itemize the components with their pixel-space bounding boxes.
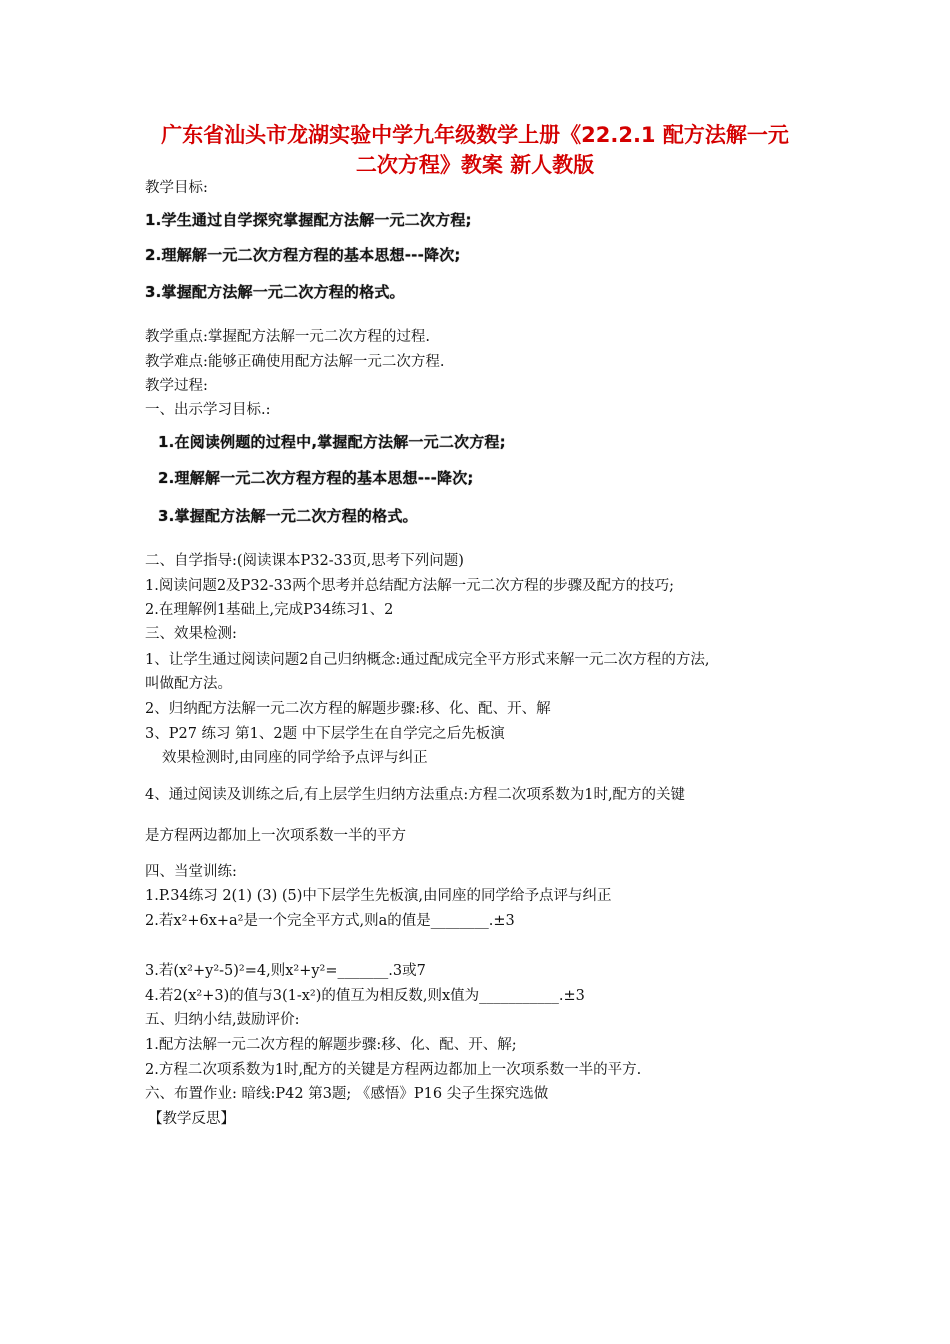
key-point: 教学重点:掌握配方法解一元二次方程的过程. bbox=[145, 329, 430, 345]
title-line-2: 二次方程》教案 新人教版 bbox=[355, 153, 595, 177]
section2-heading: 二、自学指导:(阅读课本P32-33页,思考下列问题) bbox=[145, 553, 464, 569]
section3-item-2: 2、归纳配方法解一元二次方程的解题步骤:移、化、配、开、解 bbox=[145, 701, 551, 717]
objective-1: 1.学生通过自学探究掌握配方法解一元二次方程; bbox=[145, 211, 472, 229]
section1-heading: 一、出示学习目标.: bbox=[145, 402, 271, 418]
goal-3: 3.掌握配方法解一元二次方程的格式。 bbox=[158, 507, 418, 525]
section3-item-3-note: 效果检测时,由同座的同学给予点评与纠正 bbox=[162, 750, 428, 766]
document-title bbox=[100, 120, 850, 180]
title-line-1: 广东省汕头市龙湖实验中学九年级数学上册《22.2.1 配方法解一元 bbox=[161, 123, 789, 147]
section3-item-1-line-2: 叫做配方法。 bbox=[145, 676, 232, 692]
process-heading: 教学过程: bbox=[145, 378, 208, 394]
section6-homework: 六、布置作业: 暗线:P42 第3题; 《感悟》P16 尖子生探究选做 bbox=[145, 1086, 549, 1102]
reflection-heading: 【教学反思】 bbox=[148, 1111, 235, 1127]
section3-item-3: 3、P27 练习 第1、2题 中下层学生在自学完之后先板演 bbox=[145, 726, 505, 742]
section5-item-2: 2.方程二次项系数为1时,配方的关键是方程两边都加上一次项系数一半的平方. bbox=[145, 1062, 642, 1078]
section3-item-4-line-1: 4、通过阅读及训练之后,有上层学生归纳方法重点:方程二次项系数为1时,配方的关键 bbox=[145, 787, 686, 803]
goal-2: 2.理解解一元二次方程方程的基本思想---降次; bbox=[158, 469, 474, 487]
section5-item-1: 1.配方法解一元二次方程的解题步骤:移、化、配、开、解; bbox=[145, 1037, 517, 1053]
section4-heading: 四、当堂训练: bbox=[145, 864, 237, 880]
section4-item-3: 3.若(x²+y²-5)²=4,则x²+y²=_______.3或7 bbox=[145, 963, 426, 979]
objective-2: 2.理解解一元二次方程方程的基本思想---降次; bbox=[145, 246, 461, 264]
section4-item-4: 4.若2(x²+3)的值与3(1-x²)的值互为相反数,则x值为___________.±3 bbox=[145, 988, 585, 1004]
section3-item-4-line-2: 是方程两边都加上一次项系数一半的平方 bbox=[145, 828, 406, 844]
goal-1: 1.在阅读例题的过程中,掌握配方法解一元二次方程; bbox=[158, 433, 506, 451]
objectives-heading: 教学目标: bbox=[145, 180, 208, 196]
section2-item-2: 2.在理解例1基础上,完成P34练习1、2 bbox=[145, 602, 394, 618]
section5-heading: 五、归纳小结,鼓励评价: bbox=[145, 1012, 300, 1028]
section4-item-1: 1.P.34练习 2(1) (3) (5)中下层学生先板演,由同座的同学给予点评与纠正 bbox=[145, 888, 612, 904]
objective-3: 3.掌握配方法解一元二次方程的格式。 bbox=[145, 283, 405, 301]
section3-heading: 三、效果检测: bbox=[145, 626, 237, 642]
difficulty: 教学难点:能够正确使用配方法解一元二次方程. bbox=[145, 354, 445, 370]
section2-item-1: 1.阅读问题2及P32-33两个思考并总结配方法解一元二次方程的步骤及配方的技巧; bbox=[145, 578, 674, 594]
section3-item-1-line-1: 1、让学生通过阅读问题2自己归纳概念:通过配成完全平方形式来解一元二次方程的方法, bbox=[145, 652, 710, 668]
section4-item-2: 2.若x²+6x+a²是一个完全平方式,则a的值是________.±3 bbox=[145, 913, 515, 929]
